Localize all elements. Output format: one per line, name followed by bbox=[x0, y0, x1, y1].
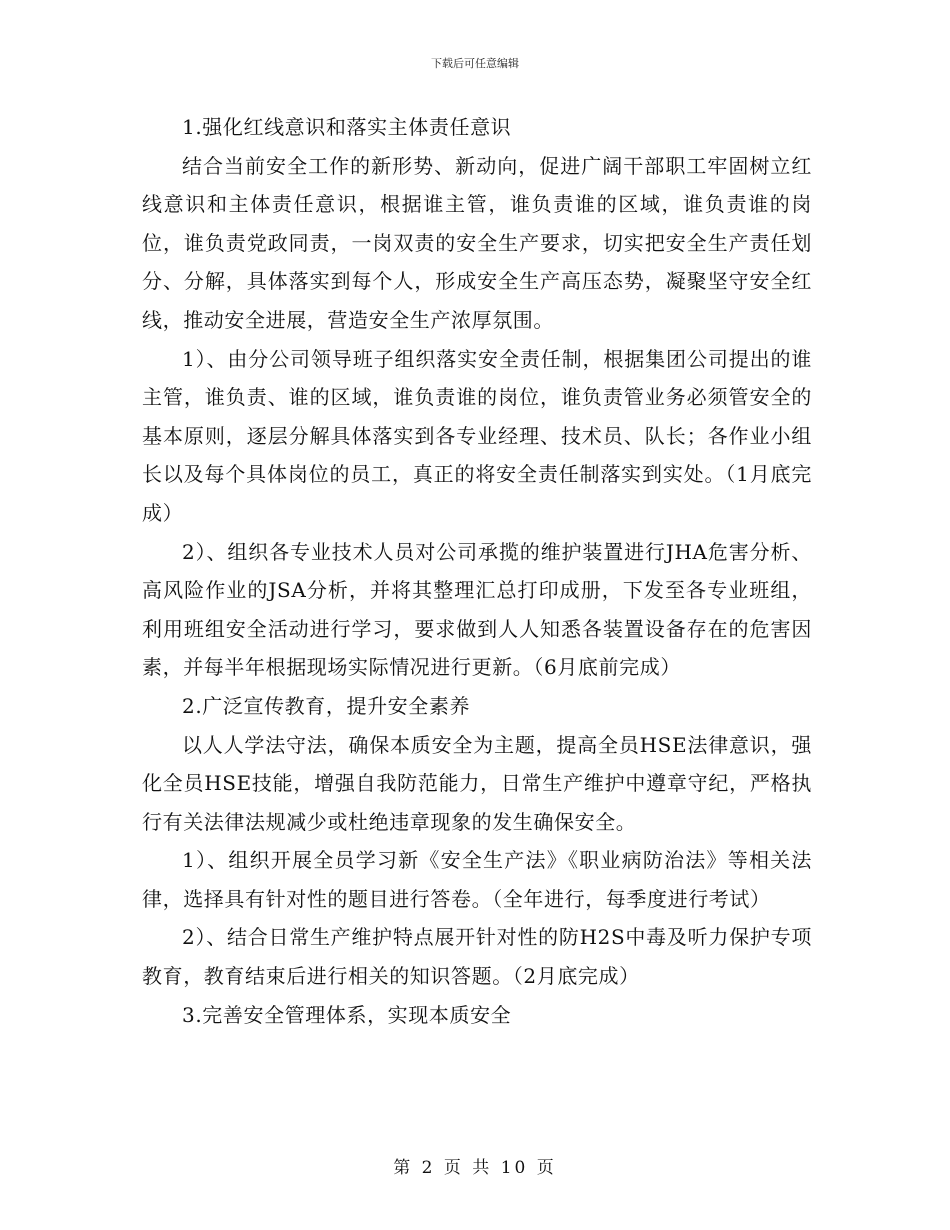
paragraph-3: 2）、组织各专业技术人员对公司承揽的维护装置进行JHA危害分析、高风险作业的JSA分析，并将其整理汇总打印成册，下发至各专业班组，利用班组安全活动进行学习，要求做到人人知悉各装置设备存在的危害因素，并每半年根据现场实际情况进行更新。（6月底前完成） bbox=[142, 539, 812, 680]
page-header-note: 下载后可任意编辑 bbox=[431, 57, 519, 70]
paragraph-4: 以人人学法守法，确保本质安全为主题，提高全员HSE法律意识，强化全员HSE技能，增强自我防范能力，日常生产维护中遵章守纪，严格执行有关法律法规减少或杜绝违章现象的发生确保安全。 bbox=[142, 732, 812, 834]
paragraph-5: 1）、组织开展全员学习新《安全生产法》《职业病防治法》等相关法律，选择具有针对性的题目进行答卷。（全年进行，每季度进行考试） bbox=[142, 848, 812, 911]
paragraph-6: 2）、结合日常生产维护特点展开针对性的防H2S中毒及听力保护专项教育，教育结束后进行相关的知识答题。（2月底完成） bbox=[142, 925, 812, 989]
page-number-footer: 第 2 页 共 10 页 bbox=[393, 1158, 557, 1178]
paragraph-1: 结合当前安全工作的新形势、新动向，促进广阔干部职工牢固树立红线意识和主体责任意识，根据谁主管，谁负责谁的区域，谁负责谁的岗位，谁负责党政同责，一岗双责的安全生产要求，切实把安全生产责任划分、分解，具体落实到每个人，形成安全生产高压态势，凝聚坚守安全红线，推动安全进展，营造安全生产浓厚氛围。 bbox=[142, 153, 812, 332]
section-heading-3: 3.完善安全管理体系，实现本质安全 bbox=[182, 1002, 512, 1027]
paragraph-2: 1）、由分公司领导班子组织落实安全责任制，根据集团公司提出的谁主管，谁负责、谁的区域，谁负责谁的岗位，谁负责管业务必须管安全的基本原则，逐层分解具体落实到各专业经理、技术员、队长；各作业小组长以及每个具体岗位的员工，真正的将安全责任制落实到实处。（1月底完成） bbox=[142, 346, 812, 525]
document-body bbox=[142, 108, 812, 1034]
section-heading-2: 2.广泛宣传教育，提升安全素养 bbox=[182, 693, 471, 718]
section-heading-1: 1.强化红线意识和落实主体责任意识 bbox=[182, 115, 512, 139]
